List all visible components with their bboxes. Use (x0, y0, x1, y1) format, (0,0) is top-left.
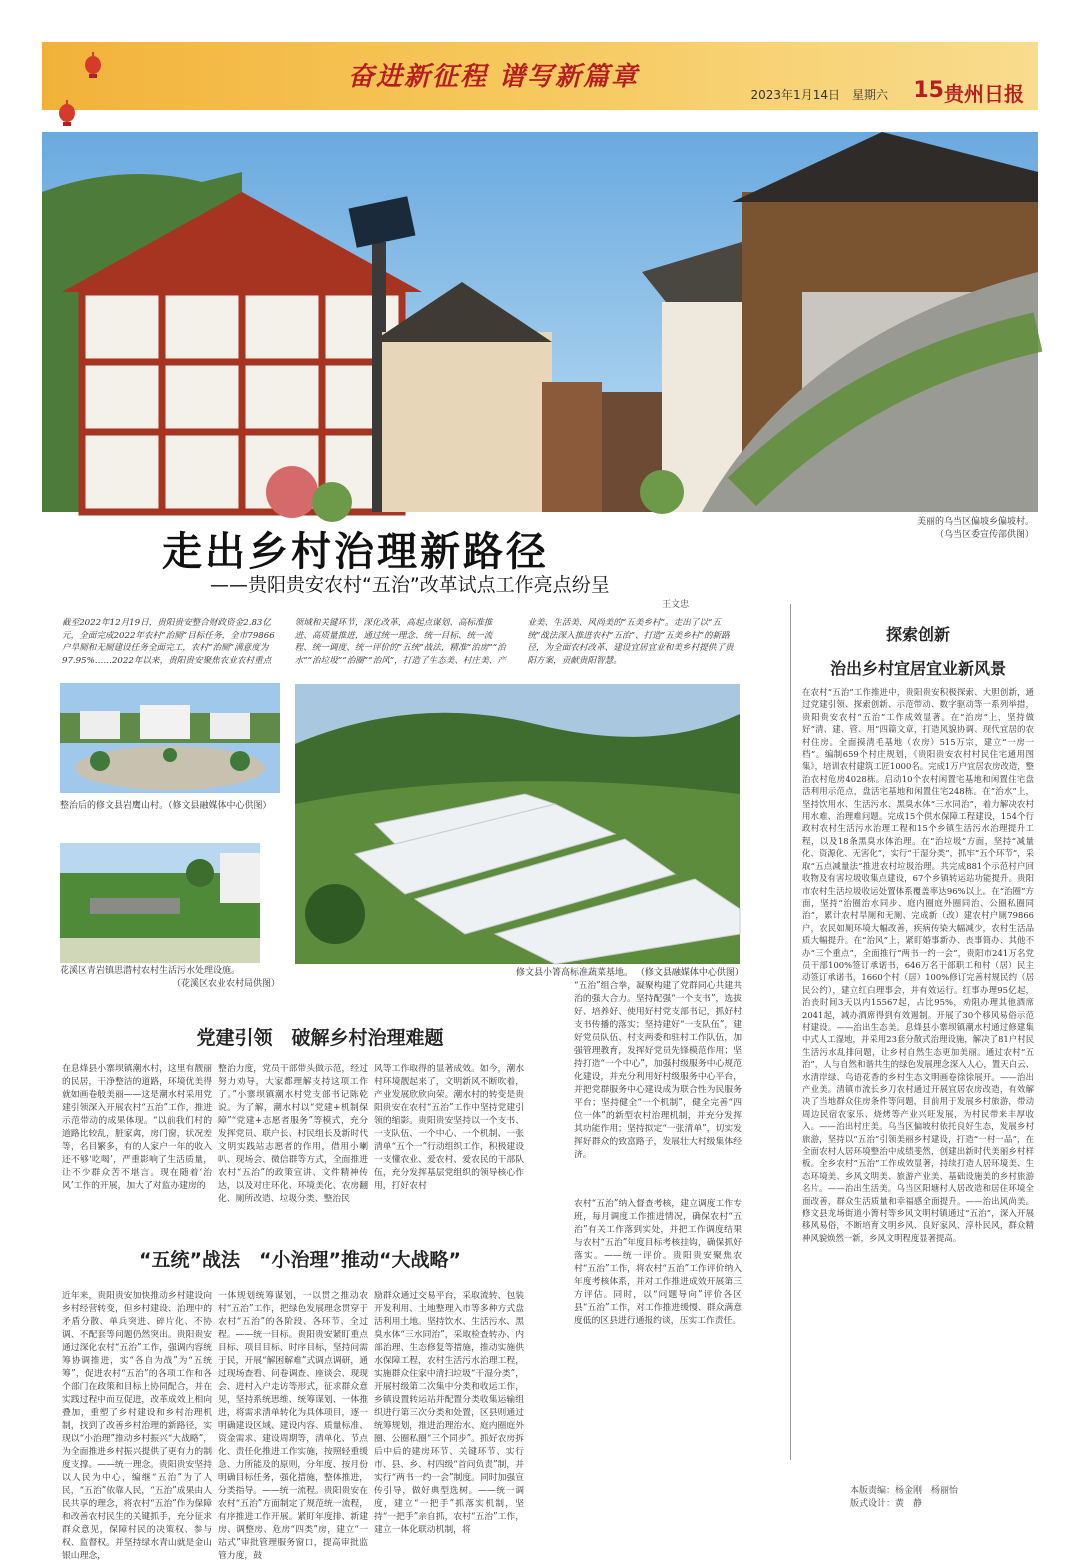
section1-col3: 风等工作取得的显著成效。如今，潮水村环境靓起来了，文明新风不断吹着，产业发展欣欣向荣。潮水村的转变是贵阳贵安在农村“五治”工作中坚持党建引领的缩影。贵阳贵安坚持以一个支书、一支队伍、一个中心、一个机制、一张清单“五个一”行动组织工作，积极建设一支懂农业、爱农村、爱农民的干部队伍，充分发挥基层党组织的领导核心作用，打好农村 (374, 1064, 524, 1191)
photo-sewage-facility (60, 843, 260, 963)
section-title-five-unified: “五统”战法 “小治理”推动“大战略” (139, 1249, 461, 1271)
photo1-caption: 整治后的修文县岩鹰山村。（修文县融媒体中心供图） (60, 801, 272, 811)
photo-village-square (60, 683, 280, 793)
section2-col4: 农村“五治”纳入督查考核，建立调度工作专班，每月调度工作推进情况，确保农村“五治”有关工作落到实处，并把工作调度结果与农村“五治”年度目标考核挂钩，确保抓好落实。——统一评价。贵阳贵安聚焦农村“五治”工作，将农村“五治”工作评价纳入年度考核体系，并对工作推进成效开展第三方评估。同时，以“问题导向”评价各区县“五治”工作，对工作推进缓慢、群众满意度低的区县进行通报约谈，压实工作责任。 (574, 1199, 742, 1326)
issue-date: 2023年1月14日 星期六 (750, 88, 888, 102)
section-title-explore: 探索创新 (885, 625, 950, 644)
article-subhead: ——贵阳贵安农村“五治”改革试点工作亮点纷呈 (210, 574, 610, 596)
newspaper-masthead: 贵州日报 (944, 82, 1024, 106)
photo3-caption: 修文县小箐高标准蔬菜基地。 （修文县融媒体中心供图） (516, 968, 744, 978)
section-title-new-scene: 治出乡村宜居宜业新风景 (829, 659, 1006, 678)
section-title-party: 党建引领 破解乡村治理难题 (196, 1027, 444, 1049)
banner-slogan: 奋进新征程 谱写新篇章 (348, 62, 640, 92)
editor-credits: 本版责编：杨金刚 杨丽怡 版式设计：黄 静 (850, 1486, 959, 1509)
article-headline: 走出乡村治理新路径 (162, 529, 549, 575)
section1-col4: “五治”组合拳，凝聚构建了党群同心共建共治的强大合力。坚持配强“一个支书”，选拔好、培养好、使用好村党支部书记，抓好村支书传播的落实；坚持建好“一支队伍”，建好党员队伍、村支两委和驻村工作队伍，加强管理教育，发挥好党员先锋模范作用；坚持打造“一个中心”，加强村级服务中心规范化建设，并充分利用好村级服务中心平台，并把党群服务中心建设成为联合性为民服务平台；坚持健全“一个机制”，健全完善“四位一体”的新型农村治理机制，并充分发挥其功能作用；坚持拟定“一张清单”，切实发挥好群众的致富路子，发展壮大村级集体经济。 (574, 981, 742, 1160)
hero-caption: 美丽的乌当区偏坡乡偏坡村。 （乌当区委宣传部供图） (916, 517, 1034, 540)
lantern-icon (82, 50, 104, 80)
photo2-caption: 花溪区青岩镇思潜村农村生活污水处理设施。 （花溪区农业农村局供图） (60, 966, 280, 989)
article-byline: 王文忠 (662, 600, 690, 610)
hero-photo (42, 132, 1038, 512)
lantern-icon (56, 98, 78, 128)
section1-col1: 在息烽县小寨坝镇潮水村，这里有靓丽的民居，干净整洁的道路，环境优美得就如画卷般美丽——这是潮水村采用党建引领深入开展农村“五治”工作，推进示范带动的成果体现。“以前我们村的道路比较乱，脏家禽，房门窗，状况差等，名目繁多，有的人家户一年的收入还不够‘吃喝’，严重影响了生活质量，让不少群众苦不堪言。现在随着‘治风’工作的开展，加大了对监办建房的 (62, 1064, 212, 1191)
column-divider (790, 604, 791, 1460)
section3-body: 在农村“五治”工作推进中，贵阳贵安积极探索、大胆创新，通过党建引领、探索创新、示范带动、数字驱动等一系列举措，贵阳贵安农村“五治”工作成效显著。在“治房”上，坚持做好“清、建、管、用”四篇文章，打造风貌协调、现代宜居的农村住房。全面摸清毛基地（农房）515万宗，建立“一房一档”。编制659个村庄规划，《贵阳贵安农村村民住宅通用图集》，培训农村建筑工匠1000名。完成1万户宜居农房改造，整治农村危房4028栋。启动10个农村闲置宅基地和闲置住宅盘活利用示范点，盘活宅基地和闲置住宅248栋。在“治水”上，坚持饮用水、生活污水、黑臭水体“三水同治”，着力解决农村用水难、治理难问题。完成15个供水保障工程建设，154个行政村农村生活污水治理工程和15个乡镇生活污水治理提升工程，以及18条黑臭水体治理。在“治垃圾”方面，坚持“减量化、资源化、无害化”，实行“干湿分类”，抓牢“五个环节”，采取“五点减量法”推进农村垃圾治理。共完成881个示范村户回收物及有害垃圾收集点建设，67个乡镇转运站功能提升。贵阳市农村生活垃圾收运处置体系覆盖率达96%以上。在“治圈”方面，坚持“治圈治水同步、庭内圈庭外圈同治、公圈私圈同治”，累计农村旱厕和无厕、完成新（改）建农村户厕79866户，农民如厕环境大幅改善，疾病传染大幅减少，农村生活品质大幅提升。在“治风”上，紧盯婚事新办、丧事简办、其他不办“三个重点”，全面推行“两书一约一会”，贵阳市241万名党员干部100%签订承诺书，646万名干部职工和村（居）民主动签订承诺书，1660个村（居）100%修订完善村规民约（居民公约），建立红白理事会，并有效运行。红事办理95亿起，治丧时间3天以内15567起，占比95%，劝阻办理其他酒席2041起，减办酒席得到有效遏制。开展了30个移风易俗示范村建设。——治出生态美。息烽县小寨坝镇潮水村通过修建集中式人工湿地，并采用23套分散式治理设施，解决了81户村民生活污水乱排问题，让乡村自然生态更加美丽。通过农村“五治”，人与自然和谐共生的绿色发展理念深入人心，置天白云、水清岸绿、鸟语花香的乡村生态文明画卷徐徐展开。——治出产业美。清镇市流长乡刀农村通过开展宜居农房改造，有效解决了当地群众住房条件等问题，目前用于发展乡村旅游，带动周边民宿农家乐、烧烤等产业兴旺发展，为村民带来丰厚收入。——治出村庄美。乌当区偏坡村依托良好生态，发展乡村旅游，坚持以“五治”引领美丽乡村建设，打造“一村一品”，在全面农村人居环境整治中成绩斐然，创建出新时代美丽乡村样板。全乡农村“五治”工作成效显著，持续打造人居环境美、生态环境美、乡风文明美、旅游产业美、基础设施美的乡村旅游名片。——治出生活美。乌当区阳塘村人居改造和居住环境全面改善，群众生活质量和幸福感全面提升。——治出风尚美。修文县龙场街道小箐村等乡风文明村镇通过“五治”，深入开展移风易俗，不断培育文明乡风、良好家风、淳朴民风，群众精神风貌焕然一新，乡风文明程度显著提高。 (802, 687, 1034, 1243)
section1-col2: 整治力度，党员干部带头做示范，经过努力劝导，大家都理解支持这项工作了。”小寨坝镇潮水村党支部书记陈乾说。为了解，潮水村以“党建+机制保障”“党建+志愿者服务”等模式，充分发挥党员、联户长、村民组长及新时代文明实践站志愿者的作用，借用小喇叭、现场会、微信群等方式，全面推进农村“五治”的政策宣讲、文件精神传达，以及对庄环化、环境美化、农房翻化、厕所改造、垃圾分类、整治民 (218, 1064, 368, 1204)
section2-col3: 励群众通过交易平台，采取流转、包装开发利用、土地整理入市等多种方式盘活利用土地。坚持饮水、生活污水、黑臭水体“三水同治”，采取检查转办、内部治理、生态修复等措施，推动实施供水保障工程，农村生活污水治理工程，实施群众住家中清扫垃圾“干湿分类”，开展村级第二次集中分类和收运工作，乡镇设置转运站并配置分类收集运输组织进行第三次分类和处置，区县则通过统筹规划，推进治理治水、庭内圈庭外圈、公圈私圈“三个同步”。抓好农房拆后中后的建房环节、关键环节、实行市、县、乡、村四级“首问负责”制，并实行“两书一约一会”制度。同时加强宣传引导，做好典型选树。——统一调度，建立“一把手”抓落实机制，坚持“一把手”亲自抓，农村“五治”工作，建立一体化联动机制，将 (374, 1291, 524, 1535)
section2-col1: 近年来，贵阳贵安加快推动乡村建设向乡村经营转变，但乡村建设、治理中的矛盾分散、单兵突进、碎片化、不协调、不配套等问题仍然突出。贵阳贵安通过深化农村“五治”工作，强调内容统筹协调推进，实“各自为战”为“五统筹”，促进农村“五治”的各项工作和各个部门在政策和目标上协同配合，并在实践过程中而互促进，改革成效上相向叠加，重塑了乡村建设和乡村治理机制，找到了改善乡村治理的新路径，实现以“小治理”推动乡村振兴“大战略”，为全面推进乡村振兴提供了更有力的制度支撑。——统一理念。贵阳贵安坚持以人民为中心，编继“五治”为了人民，“五治”依靠人民，“五治”成果由人民共享的理念，将农村“五治”作为保障和改善农村民生的关键抓手，充分征求群众意见，保障村民的决策权、参与权、监督权。并坚持绿水青山就是金山银山理念， (62, 1291, 212, 1561)
section2-col2: 一体规划统筹谋划，一以贯之推动农村“五治”工作，把绿色发展理念贯穿于农村“五治”的各阶段、各环节、全过程。——统一目标。贵阳贵安紧盯重点目标、项目目标、时序目标，坚持问需于民，开展“解困解难”式调点调研，通过现场查看、问卷调查、座谈会、现现会、进村入户走访等形式，征求群众意见，坚持系统思维、统筹谋划、一体推进，将需求清单转化为具体项目，逐一明确建设区域、建设内容、质量标准、资金需求、建设周期等，清单化、节点化、责任化推进工作实施，按照轻重缓急、力所能及的原则，分年度、按月份明确目标任务，强化措施，整体推进，分类指导。——统一流程。贵阳贵安在农村“五治”方面制定了规范统一流程，有序推进工作开展。紧盯年度排、新建房、调整房、危房“四类”房，建立“一站式”审批管理服务窗口，提高审批监管力度，鼓 (218, 1291, 368, 1561)
article-lead: 截至2022年12月19日，贵阳贵安整合财政资金2.83亿元，全面完成2022年农村“治厕”目标任务，全市79866户旱厕和无厕建设任务全面完工，农村“治厕”满意度为97.95%……2022年以来，贵阳贵安聚焦农业农村重点领域和关键环节，深化改革，高起点谋划、高标准推进、高质量推进，通过统一理念、统一目标、统一流程、统一调度、统一评价的“五统”战法，精准“治房”“治水”“治垃圾”“治圈”“治风”，打造了生态美、村庄美、产业美、生活美、风尚美的“五美乡村”。走出了以“五统”战法深入推进农村“五治”、打造“五美乡村”的新路径，为全面农村改革、建设宜居宜业和美乡村提供了贵阳方案，贡献贵阳智慧。 (62, 618, 734, 666)
page-number: 15 (913, 78, 944, 103)
photo-vegetable-base (295, 684, 740, 964)
page-banner (42, 42, 1038, 110)
